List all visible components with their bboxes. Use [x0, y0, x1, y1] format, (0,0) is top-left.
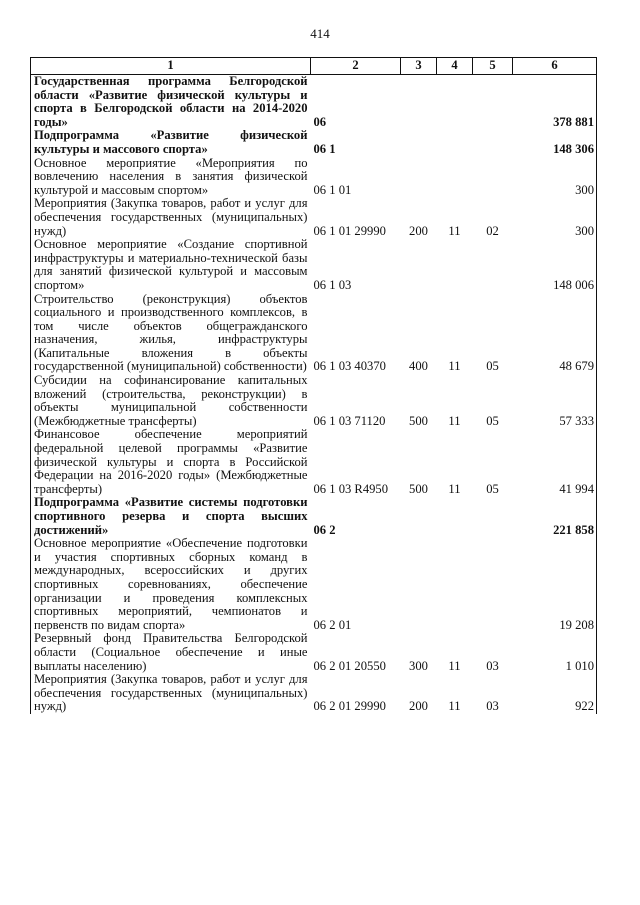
table-row	[31, 673, 597, 714]
row-code: 06 2	[313, 522, 336, 537]
row-rz	[437, 537, 473, 632]
header-col-3: 3	[401, 58, 437, 75]
row-code: 06 2 01 20550	[313, 658, 386, 673]
row-code: 06 1 01	[313, 182, 352, 197]
row-name: Мероприятия (Закупка товаров, работ и услуг для обеспечения государственных (муниципальных) нужд)	[31, 673, 311, 714]
header-col-1: 1	[31, 58, 311, 75]
row-pr	[473, 75, 513, 130]
row-code: 06 1 03 R4950	[313, 481, 389, 496]
row-rz: 11	[448, 413, 461, 428]
row-rz: 11	[448, 223, 461, 238]
header-row	[31, 58, 597, 75]
row-rz	[437, 129, 473, 156]
row-vr	[401, 157, 437, 198]
row-name: Основное мероприятие «Создание спортивной инфраструктуры и материально-технической базы для занятий физической культурой и массовым спортом»	[31, 238, 311, 292]
row-vr: 500	[409, 413, 428, 428]
header-col-4: 4	[437, 58, 473, 75]
row-vr: 200	[409, 223, 428, 238]
table-row	[31, 632, 597, 673]
row-pr	[473, 537, 513, 632]
row-rz: 11	[448, 481, 461, 496]
table-row	[31, 197, 597, 238]
table-row	[31, 129, 597, 156]
row-amount: 300	[513, 197, 597, 238]
row-code: 06 1 03	[313, 277, 352, 292]
row-rz: 11	[448, 359, 461, 374]
row-name: Мероприятия (Закупка товаров, работ и услуг для обеспечения государственных (муниципальных) нужд)	[31, 197, 311, 238]
row-rz	[437, 157, 473, 198]
row-vr	[401, 238, 437, 292]
row-amount: 922	[513, 673, 597, 714]
header-col-2: 2	[311, 58, 401, 75]
table-row	[31, 293, 597, 375]
table-row	[31, 428, 597, 496]
row-rz	[437, 496, 473, 537]
row-pr: 02	[486, 223, 499, 238]
row-vr	[401, 75, 437, 130]
row-code: 06 1 01 29990	[313, 223, 386, 238]
row-pr	[473, 238, 513, 292]
row-name: Резервный фонд Правительства Белгородской области (Социальное обеспечение и иные выплаты населению)	[31, 632, 311, 673]
table-row	[31, 75, 597, 130]
header-col-6: 6	[513, 58, 597, 75]
row-pr	[473, 496, 513, 537]
row-amount: 148 306	[513, 129, 597, 156]
row-code: 06 2 01 29990	[313, 699, 386, 714]
table-body	[31, 75, 597, 714]
row-vr: 500	[409, 481, 428, 496]
row-pr: 03	[486, 699, 499, 714]
row-rz: 11	[448, 658, 461, 673]
row-amount: 300	[513, 157, 597, 198]
page-number: 414	[310, 26, 330, 41]
table-row	[31, 537, 597, 632]
row-code: 06 1	[313, 141, 336, 156]
row-pr: 05	[486, 413, 499, 428]
row-rz	[437, 75, 473, 130]
header-col-5: 5	[473, 58, 513, 75]
row-pr	[473, 129, 513, 156]
row-amount: 221 858	[513, 496, 597, 537]
row-name: Подпрограмма «Развитие физической культуры и массового спорта»	[31, 129, 311, 156]
row-vr: 300	[409, 658, 428, 673]
row-name: Государственная программа Белгородской области «Развитие физической культуры и спорта в Белгородской области на 2014-2020 годы»	[31, 75, 311, 130]
row-pr: 03	[486, 658, 499, 673]
row-vr	[401, 496, 437, 537]
row-name: Финансовое обеспечение мероприятий федеральной целевой программы «Развитие физической культуры и спорта в Российской Федерации на 2016-2020 годы» (Межбюджетные трансферты)	[31, 428, 311, 496]
row-amount: 148 006	[513, 238, 597, 292]
row-name: Подпрограмма «Развитие системы подготовки спортивного резерва и спорта высших достижений»	[31, 496, 311, 537]
row-code: 06 1 03 71120	[313, 413, 386, 428]
row-code: 06	[313, 114, 327, 129]
row-code: 06 2 01	[313, 617, 352, 632]
row-name: Основное мероприятие «Обеспечение подготовки и участия спортивных сборных команд в международных, всероссийских и других спортивных соревнованиях, обеспечение организации и проведения комплексных спортивных мероприятий, чемпионатов и первенств по видам спорта»	[31, 537, 311, 632]
row-vr	[401, 537, 437, 632]
table-row	[31, 374, 597, 428]
table-row	[31, 496, 597, 537]
row-pr: 05	[486, 359, 499, 374]
row-amount: 48 679	[513, 293, 597, 375]
budget-table	[30, 57, 597, 714]
row-amount: 57 333	[513, 374, 597, 428]
table-row	[31, 238, 597, 292]
row-name: Строительство (реконструкция) объектов социального и производственного комплексов, в том числе объектов общегражданского назначения, жилья, инфраструктуры (Капитальные вложения в объекты государственной (муниципальной) собственности)	[31, 293, 311, 375]
table-row	[31, 157, 597, 198]
row-pr	[473, 157, 513, 198]
row-vr	[401, 129, 437, 156]
row-vr: 400	[409, 359, 428, 374]
row-vr: 200	[409, 699, 428, 714]
row-amount: 41 994	[513, 428, 597, 496]
row-amount: 378 881	[513, 75, 597, 130]
row-pr: 05	[486, 481, 499, 496]
row-name: Субсидии на софинансирование капитальных вложений (строительства, реконструкции) в объекты муниципальной собственности (Межбюджетные трансферты)	[31, 374, 311, 428]
row-name: Основное мероприятие «Мероприятия по вовлечению населения в занятия физической культурой и массовым спортом»	[31, 157, 311, 198]
row-rz: 11	[448, 699, 461, 714]
row-code: 06 1 03 40370	[313, 359, 386, 374]
row-amount: 19 208	[513, 537, 597, 632]
row-rz	[437, 238, 473, 292]
row-amount: 1 010	[513, 632, 597, 673]
